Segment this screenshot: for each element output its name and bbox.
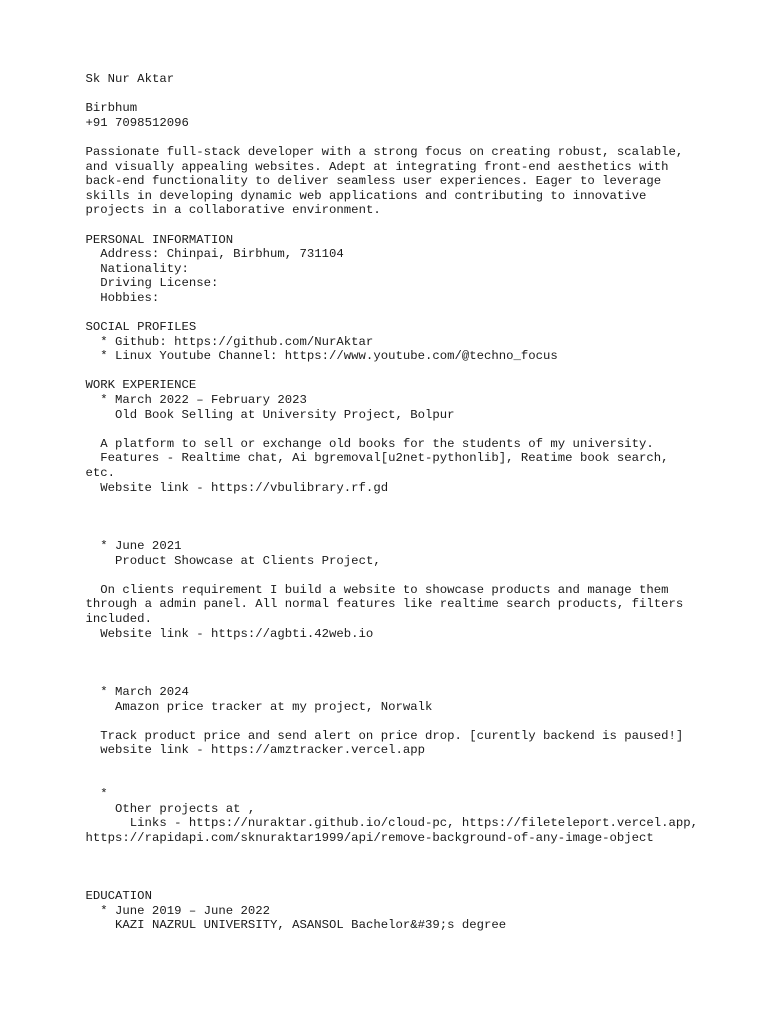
social-profiles-heading: SOCIAL PROFILES <box>85 320 197 335</box>
name-text: Sk Nur Aktar <box>85 72 175 86</box>
other-projects-bullet: * <box>100 787 108 802</box>
other-projects-links: Links - https://nuraktar.github.io/cloud-pc, https://fileteleport.vercel.app, <box>129 816 699 831</box>
location: Birbhum <box>85 101 138 116</box>
driving-license: Driving License: <box>100 276 219 291</box>
resume-document <box>56 72 756 933</box>
hobbies: Hobbies: <box>100 290 160 305</box>
summary-line: projects in a collaborative environment. <box>85 203 381 218</box>
job-date: * March 2022 – February 2023 <box>100 393 307 408</box>
job-description: etc. <box>85 466 116 481</box>
job-link: Website link - https://agbti.42web.io <box>100 626 374 641</box>
job-date: * June 2021 <box>100 539 182 553</box>
social-item-github: * Github: https://github.com/NurAktar <box>100 334 374 349</box>
job-title: Amazon price tracker at my project, Norwalk <box>115 699 433 714</box>
other-projects-links: https://rapidapi.com/sknuraktar1999/api/remove-background-of-any-image-object <box>85 830 654 845</box>
job-description: included. <box>85 611 152 626</box>
job-description: A platform to sell or exchange old books for the students of my university. <box>100 436 654 451</box>
summary-line: back-end functionality to deliver seamless user experiences. Eager to leverage <box>85 174 662 189</box>
job-link: website link - https://amztracker.vercel.app <box>100 743 425 758</box>
resume-name <box>56 72 174 86</box>
education-heading: EDUCATION <box>85 889 152 904</box>
summary-line: skills in developing dynamic web applications and contributing to innovative <box>85 188 647 203</box>
job-description: On clients requirement I build a website to showcase products and manage them <box>100 582 669 597</box>
nationality: Nationality: <box>100 261 189 276</box>
education-school: KAZI NAZRUL UNIVERSITY, ASANSOL Bachelor&#39;s degree <box>115 918 507 933</box>
other-projects-title: Other projects at , <box>115 801 256 816</box>
job-description: Features - Realtime chat, Ai bgremoval[u2net-pythonlib], Reatime book search, <box>100 451 669 466</box>
job-title: Product Showcase at Clients Project, <box>115 553 381 568</box>
job-title: Old Book Selling at University Project, Bolpur <box>115 407 455 422</box>
summary-line: and visually appealing websites. Adept at integrating front-end aesthetics with <box>85 159 669 174</box>
personal-info-heading: PERSONAL INFORMATION <box>85 232 234 247</box>
education-date: * June 2019 – June 2022 <box>100 903 271 918</box>
job-link: Website link - https://vbulibrary.rf.gd <box>100 480 389 495</box>
work-experience-heading: WORK EXPERIENCE <box>85 378 197 393</box>
phone-number: +91 7098512096 <box>85 115 189 130</box>
summary-line: Passionate full-stack developer with a strong focus on creating robust, scalable, <box>85 144 684 159</box>
job-description: through a admin panel. All normal features like realtime search products, filters <box>85 597 684 612</box>
address: Address: Chinpai, Birbhum, 731104 <box>100 247 344 262</box>
social-item-youtube: * Linux Youtube Channel: https://www.youtube.com/@techno_focus <box>100 349 558 364</box>
job-date: * March 2024 <box>100 684 189 699</box>
job-description: Track product price and send alert on price drop. [curently backend is paused!] <box>100 728 684 743</box>
